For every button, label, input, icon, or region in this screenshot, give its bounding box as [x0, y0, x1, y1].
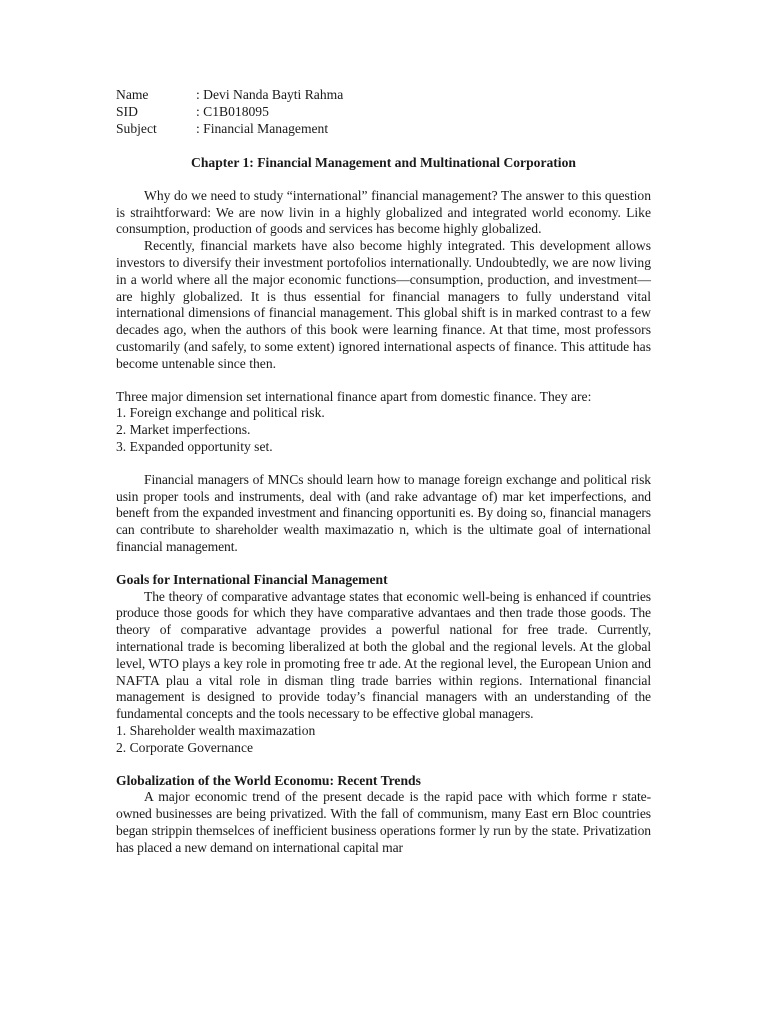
dimensions-lead: Three major dimension set international finance apart from domestic finance. They are: [116, 388, 592, 404]
goals-heading: Goals for International Financial Management [116, 571, 388, 587]
dimensions-closing-paragraph: Financial managers of MNCs should learn how to manage foreign exchange and political risk usin proper tools and instruments, deal with (and rake advantage of) mar ket imperfections, and beneft from the expanded investment and financing opportuniti es. By doing so, financial managers can contribute to shareholder wealth maximazatio n, which is the ultimate goal of international financial management. [116, 471, 651, 554]
goal-item: 2. Corporate Governance [116, 739, 254, 755]
subject-value: : Financial Management [196, 121, 329, 136]
sid-value: : C1B018095 [196, 104, 269, 119]
document-body [116, 87, 651, 856]
globalization-paragraph: A major economic trend of the present decade is the rapid pace with which forme r state-owned businesses are being privatized. With the fall of communism, many East ern Bloc countries began strippin themselces of inefficient business operations former ly run by the state. Privatization has placed a new demand on international capital mar [116, 789, 651, 855]
name-label: Name [116, 87, 149, 102]
dimension-item: 2. Market imperfections. [116, 422, 251, 438]
dimension-item: 1. Foreign exchange and political risk. [116, 405, 325, 421]
goals-paragraph: The theory of comparative advantage states that economic well-being is enhanced if countries produce those goods for which they have comparative advantaes and then trade those goods. The theory of comparative advantage provides a powerful national for free trade. Currently, international trade is becoming liberalized at both the global and the regional levels. At the global level, WTO plays a key role in promoting free tr ade. At the regional level, the European Union and NAFTA plau a vital role in disman tling trade barries within regions. International financial management is designed to provide today’s financial managers with an understanding of the fundamental concepts and the tools necessary to be effective global managers. [116, 588, 651, 722]
name-row [116, 87, 651, 104]
intro-paragraph-1: Why do we need to study “international” financial management? The answer to this question is straihtforward: We are now livin in a highly globalized and integrated world economy. Like consumption, production of goods and services has become highly globalized. [116, 187, 651, 237]
chapter-title: Chapter 1: Financial Management and Multinational Corporation [191, 155, 576, 170]
globalization-heading: Globalization of the World Economu: Recent Trends [116, 772, 421, 788]
subject-row [116, 121, 651, 138]
goal-item: 1. Shareholder wealth maximazation [116, 722, 316, 738]
sid-label: SID [116, 104, 138, 119]
spacer [116, 556, 651, 572]
dimension-item: 3. Expanded opportunity set. [116, 438, 273, 454]
subject-label: Subject [116, 121, 157, 136]
intro-paragraph-2: Recently, financial markets have also become highly integrated. This development allows investors to diversify their investment portofolios internationally. Undoubtedly, we are now living in a world where all the major economic functions—consumption, production, and investment—are highly globalized. It is thus essential for financial managers to fully understand vital international dimensions of financial management. This global shift is in marked contrast to a few decades ago, when the authors of this book were learning finance. At that time, most professors customarily (and safely, to some extent) ignored international aspects of finance. This attitude has become untenable since then. [116, 238, 651, 371]
spacer [116, 373, 651, 389]
sid-row [116, 104, 651, 121]
spacer [116, 757, 651, 773]
name-value: : Devi Nanda Bayti Rahma [196, 87, 344, 102]
spacer [116, 456, 651, 472]
